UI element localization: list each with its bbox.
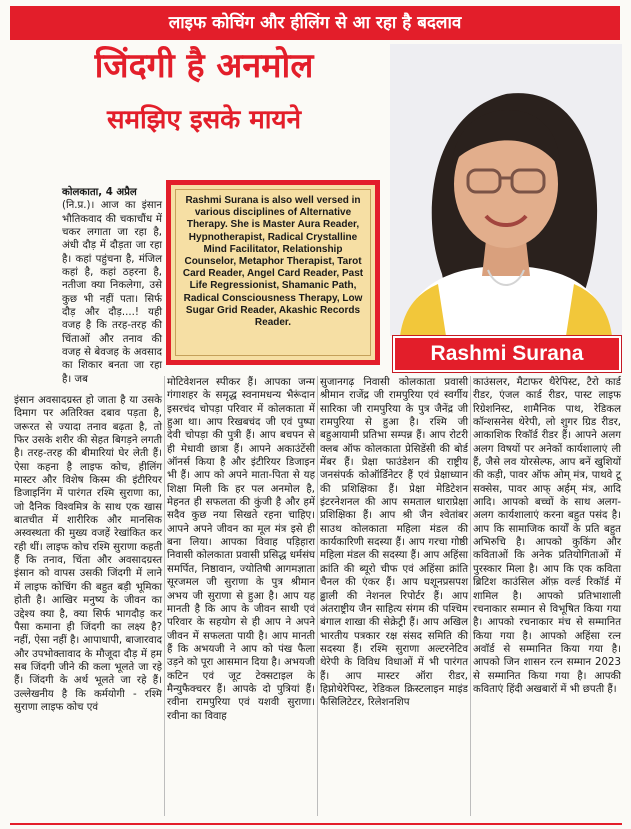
headline-line-1: जिंदगी है अनमोल [94,46,314,86]
article-text: (नि.प्र.)। आज का इंसान भौतिकवाद की चकाचौंध में चकर लगाता जा रहा है, अंधी दौड़ में दौड़ता जा रहा है। कहां पहुंचना है, मंजिल कहां है, कहां ठहरना है, नतीजा क्या निकलेगा, उसे कुछ भी नहीं पता। सिर्फ दौड़ और दौड़....! यही वजह है कि तरह-तरह की चिंताओं और तनाव की वजह से बेवजह के अवसाद का शिकार बनता जा रहा है। जब [62,200,162,385]
bottom-rule [10,823,622,825]
article-text: मोटिवेशनल स्पीकर हैं। आपका जन्म गंगाशहर के समृद्ध स्वनामधन्य भैरूंदान इसरचंद चोपड़ा परिवार में कोलकाता में हुआ था। आप रिखबचंद जी एवं पुष्पा देवी चोपड़ा की पुत्री हैं। आप बचपन से ही मेधावी छात्रा हैं। आपने अकाउंटेंसी ऑनर्स किया है और इंटीरियर डिजाइन भी हैं। आप को अपने माता-पिता से यह शिक्षा मिली कि हर पल अनमोल है, मेहनत ही सफलता की कुंजी है और हमें सदैव कुछ नया सिखते रहना चाहिए। आपने अपने जीवन का मूल मंत्र इसे ही बना लिया। आपका विवाह पड़िहारा निवासी कोलकाता प्रवासी प्रसिद्ध धर्मसंघ समर्पित, निष्ठावान, ज्योतिषी आगमज्ञाता सूरजमल जी सुराणा के पुत्र श्रीमान अभय जी सुराणा से हुआ है। आप यह मानती है कि आप के जीवन साथी एवं परिवार के सहयोग से ही आप ने अपने जीवन में सफलता पायी है। आप मानती हैं कि अभयजी ने आप को पंख फैला उड़ने को पूरा आसमान दिया है। अभयजी कटिन एवं जूट टेक्सटाइल के मैन्युफैक्चरर हैं। आपके दो पुत्रियां हैं। रवीना रामपुरिया एवं यशवी सुराणा। रवीना का विवाह [167,377,315,722]
article-text: सुजानगढ़ निवासी कोलकाता प्रवासी श्रीमान राजेंद्र जी रामपुरिया एवं स्वर्गीय सारिका जी रामपुरिया के पुत्र जैनेंद्र जी रामपुरिया से हुआ है। रश्मि जी बहुआयामी प्रतिभा सम्पन्न हैं। आप रोटरी क्लब ऑफ कोलकाता प्रेसिडेंसी की बोर्ड मेंबर हैं। प्रेक्षा फाउंडेशन की राष्ट्रीय जनसंपर्क कोऑर्डिनेटर हैं एवं प्रेक्षाध्यान की प्रशिक्षिका हैं। प्रेक्षा मेडिटेशन इंटरनेशनल की आप समताल धाराप्रेक्षा प्रशिक्षिका हैं। आप श्री जैन श्वेतांबर साउथ कोलकाता महिला मंडल की कार्यकारिणी सदस्या हैं। आप गरचा गोष्ठी महिला मंडल की सदस्या हैं। आप अहिंसा क्रांति की ब्यूरो चीफ एवं अहिंसा क्रांति चैनल की एंकर हैं। आप घशूनप्रसपश ढ्ढाली की नेशनल रिपोर्टर हैं। आप अंतराष्ट्रीय जैन साहित्य संगम की पश्चिम बंगाल शाखा की सेक्रेट्री हैं। आप अखिल भारतीय पत्रकार रक्ष संसद समिति की सदस्या हैं। रश्मि सुराणा अल्टरनेटिव थेरेपी के विविध विधाओं में भी पारंगत हैं। आप मास्टर ऑरा रीडर, हिप्नोथेरेपिस्ट, रेडिकल क्रिस्टलाइन माइंड फैसिलिटेटर, रिलेशनशिप [320,377,468,709]
callout-text: Rashmi Surana is also well versed in various disciplines of Alternative Therapy. She is Master Aura Reader, Hypnotherapist, Radical Crystalline Mind Facilitator, Relationship Counselor, Metaphor Therapist, Tarot Card Reader, Angel Card Reader, Past Life Regressionist, Shamanic Path, Radical Consciousness Therapy, Low Sugar Grid Reader, Akashic Records Reader. [182,195,364,329]
headline-line-2: समझिए इसके मायने [106,105,302,135]
portrait-photo [390,44,622,336]
callout-box [166,180,380,365]
column-divider [470,376,471,816]
name-plate: Rashmi Surana [393,336,621,372]
column-divider [164,376,165,816]
article-column-1-top [62,186,162,386]
article-column-2 [167,376,315,723]
column-divider [317,376,318,816]
article-column-1 [14,394,162,714]
article-column-3 [320,376,468,710]
article-text: काउंसलर, मैटाफर थैरेपिस्ट, टैरो कार्ड रीडर, एंजल कार्ड रीडर, पास्ट लाइफ रिग्रेशनिस्ट, शामैनिक पाथ, रेडिकल कॉन्शसनेस थेरेपी, लो शुगर ग्रिड रीडर, आकाशिक रिकॉर्ड रीडर हैं। आपने अलग अलग विषयों पर अनेकों कार्यशालाएं ली हैं, जैसे लव योरसेल्फ, आप बनें खुशियों की कड़ी, पावर ऑफ ओम् मंत्र, पाथवे टू सक्सेस, पावर आफ् अर्हम् मंत्र, आदि आदि। आपको बच्चों के साथ अलग-अलग कार्यशालाएं करना बहुत पसंद है। आप कि सामाजिक कार्यों के प्रति बहुत अभिरुचि है। आपको कुकिंग और कविताओं कि अनेक प्रतियोगिताओं में पुरस्कार मिला है। आप कि एक कविता ब्रिटिश काउंसिल ऑफ़ वर्ल्ड रिकॉर्ड में शामिल है। आपको प्रतिभाशाली रचनाकार सम्मान से विभूषित किया गया है। आपको रचनाकार मंच से सम्मानित किया गया है। आपको अहिंसा रत्न अवॉर्ड से सम्मानित किया गया है। आपको जिन शासन रत्न सम्मान 2023 से सम्मानित किया गया है। आपकी कविताएं हिंदी अखबारों में भी छपती हैं। [473,377,621,695]
article-column-4 [473,376,621,696]
top-banner: लाइफ कोचिंग और हीलिंग से आ रहा है बदलाव [10,6,620,40]
portrait-illustration [390,44,622,336]
dateline: कोलकाता, 4 अप्रैल [62,187,137,198]
article-text: इंसान अवसादग्रस्त हो जाता है या उसके दिमाग पर अतिरिक्त दबाव पड़ता है, जरूरत से ज्यादा तनाव बढ़ता है, तो फिर उसके शरीर की सेहत बिगड़ने लगती है। तरह-तरह की बीमारियां घेर लेती हैं। ऐसा कहना है लाइफ कोच, हीलिंग मास्टर और विशेष किस्म की इंटीरियर डिजाइनिंग में पारंगत रश्मि सुराणा का, जो दैनिक विश्वमित्र के साथ एक खास बातचीत में शारीरिक और मानसिक अस्वस्थता की मुख्य वजहें रेखांकित कर रही थीं। लाइफ कोच रश्मि सुराणा कहती हैं कि तनाव, चिंता और अवसादग्रस्त इंसान को वापस उसकी जिंदगी में लाने में लाइफ कोचिंग की बहुत बड़ी भूमिका होती है। आखिर मनुष्य के जीवन का उद्देश्य क्या है, क्या सिर्फ भागदौड़ कर पैसा कमाना ही जिंदगी का लक्ष्य है? नहीं, ऐसा नहीं है। आपाधापी, बाजारवाद और उपभोक्तावाद के मौजूदा दौड़ में हम सब जिंदगी जीने की कला भूलते जा रहे हैं। जिंदगी के अर्थ भूलते जा रहे हैं। उल्लेखनीय है कि कर्मयोगी - रश्मि सुराणा लाइफ कोच एवं [14,395,162,713]
